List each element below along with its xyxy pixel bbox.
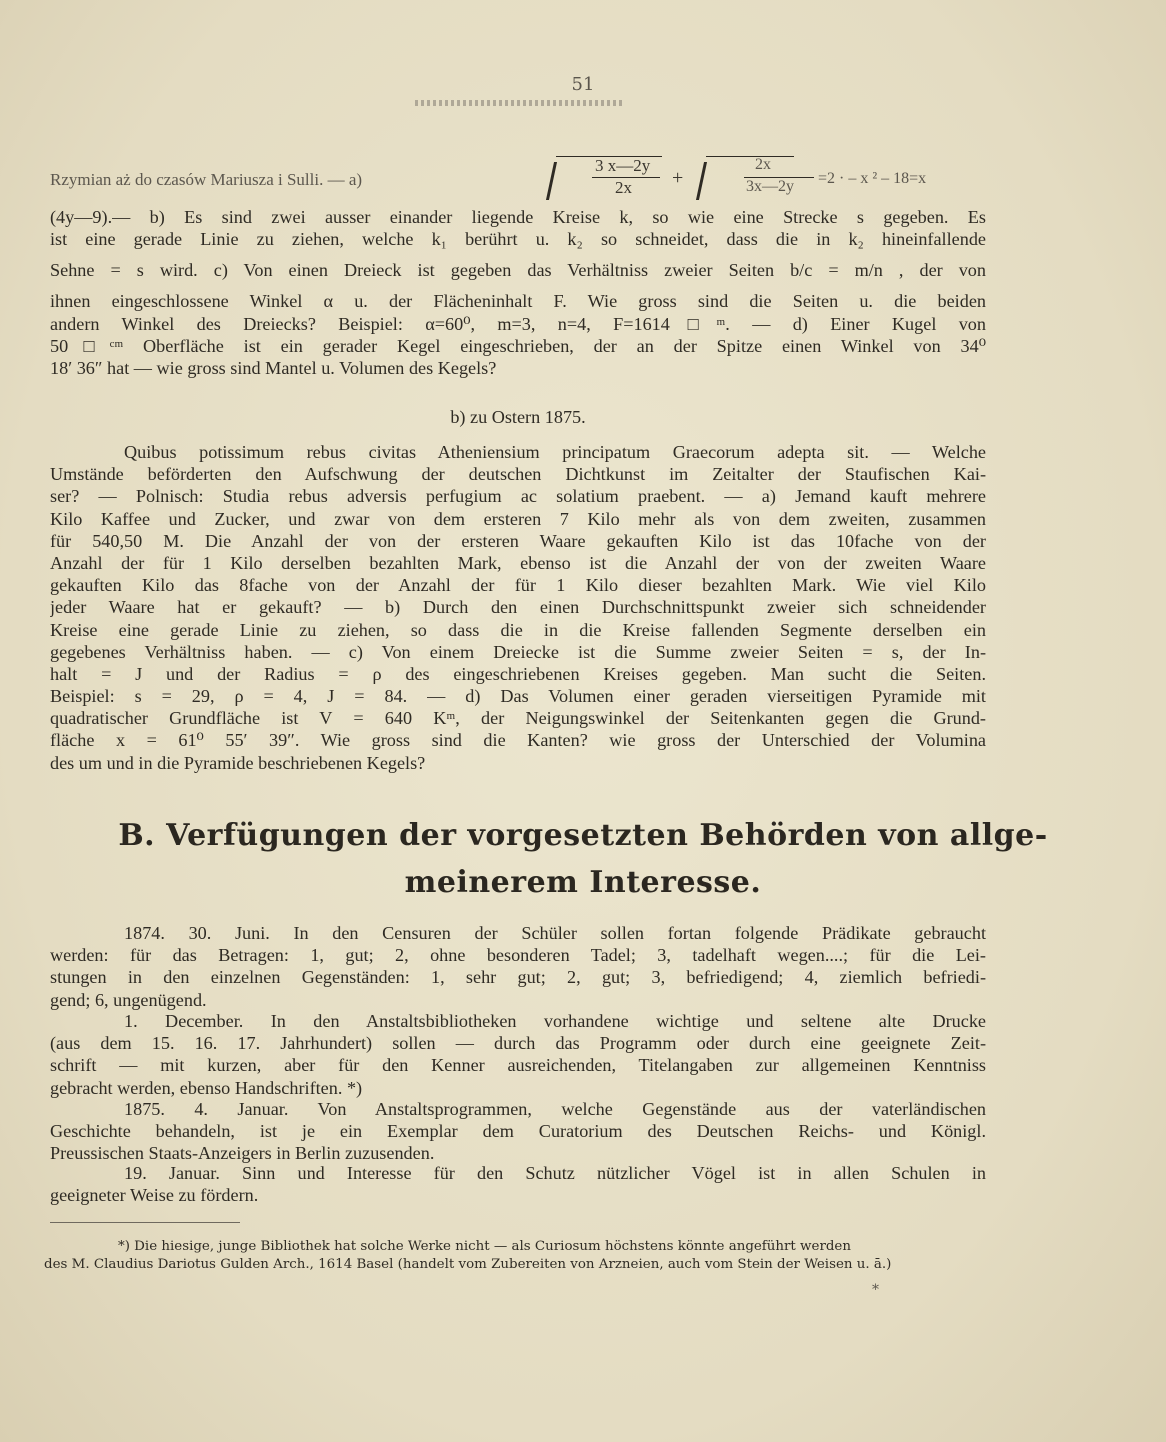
- text-line: ist eine gerade Linie zu ziehen, welche k₁ berührt u. k₂ so schneidet, dass die in k₂ hineinfallende: [50, 229, 986, 250]
- fraction1-denominator: 2x: [615, 178, 632, 197]
- text-line: gebracht werden, ebenso Handschriften. *): [50, 1077, 363, 1098]
- text-line: schrift — mit kurzen, aber für den Kenner ausreichenden, Titelangaben zur allgemeinen Kenntniss: [50, 1055, 986, 1076]
- text-line: Kilo Kaffee und Zucker, und zwar von dem ersteren 7 Kilo mehr als von dem zweiten, zusammen: [50, 508, 986, 529]
- text-line: Umstände beförderten den Aufschwung der deutschen Dichtkunst im Zeitalter der Staufischen Kai-: [50, 464, 986, 485]
- text-line: 18′ 36″ hat — wie gross sind Mantel u. Volumen des Kegels?: [50, 357, 497, 378]
- text-line: Sehne = s wird. c) Von einen Dreieck ist gegeben das Verhältniss zweier Seiten b/c = m/n , der von: [50, 260, 986, 281]
- footnote-line: des M. Claudius Dariotus Gulden Arch., 1614 Basel (handelt vom Zubereiten von Arzneien, auch vom Stein der Weisen u. ā.): [44, 1257, 892, 1272]
- fraction2-denominator: 3x—2y: [746, 178, 794, 195]
- plus-sign: +: [672, 167, 684, 189]
- text-line: Quibus potissimum rebus civitas Atheniensium principatum Graecorum adepta sit. — Welche: [124, 442, 986, 462]
- text-line: fläche x = 61⁰ 55′ 39″. Wie gross sind die Kanten? wie gross der Unterschied der Volumina: [50, 730, 986, 751]
- text-line: 1874. 30. Juni. In den Censuren der Schüler sollen fortan folgende Prädikate gebraucht: [124, 923, 986, 943]
- text-line: 19. Januar. Sinn und Interesse für den Schutz nützlicher Vögel ist in allen Schulen in: [124, 1163, 986, 1183]
- text-line: gekauften Kilo das 8fache von der Anzahl der für 1 Kilo dieser bezahlten Mark. Wie viel Kilo: [50, 575, 986, 596]
- text-line: ihnen eingeschlossene Winkel α u. der Flächeninhalt F. Wie gross sind die Seiten u. die beiden: [50, 291, 986, 312]
- text-line: (4y—9).— b) Es sind zwei ausser einander liegende Kreise k, so wie eine Strecke s gegeben. Es: [50, 207, 986, 227]
- footnote-rule: [50, 1222, 240, 1223]
- text-line: Anzahl der für 1 Kilo derselben bezahlten Mark, ebenso ist die Anzahl der von der zweiten Waare: [50, 552, 986, 573]
- footnote: [44, 1238, 984, 1274]
- text-line: 1875. 4. Januar. Von Anstaltsprogrammen, welche Gegenstände aus der vaterländischen: [124, 1099, 986, 1119]
- radical-sign-2: [696, 162, 707, 200]
- math-suffix-text: =2 · – x ² – 18=x: [818, 170, 927, 187]
- decree-paragraph-1875-januar: [50, 1098, 986, 1165]
- text-line: gegebenes Verhältniss haben. — c) Von einem Dreiecke ist die Summe zweier Seiten = s, der In-: [50, 641, 986, 662]
- text-line: quadratischer Grundfläche ist V = 640 Kᵐ, der Neigungswinkel der Seitenkanten gegen die Grund-: [50, 708, 986, 729]
- math-prefix-text: Rzymian aż do czasów Mariusza i Sulli. — a): [50, 170, 363, 189]
- fraction2-numerator: 2x: [755, 156, 771, 173]
- exam-paragraph-1: [50, 206, 986, 379]
- text-line: für 540,50 M. Die Anzahl der von der ersteren Waare gekauften Kilo ist das 10fache von der: [50, 530, 986, 551]
- text-line: Preussischen Staats-Anzeigers in Berlin zuzusenden.: [50, 1143, 435, 1164]
- fraction1-numerator: 3 x—2y: [595, 156, 651, 175]
- text-line: (aus dem 15. 16. 17. Jahrhundert) sollen — durch das Programm oder durch eine geeignete Zeit-: [50, 1033, 986, 1054]
- section-heading-line: B. Verfügungen der vorgesetzten Behörden von allge-: [118, 818, 1048, 853]
- text-line: Kreise eine gerade Linie zu ziehen, so dass die in die Kreise fallenden Segmente derselben ein: [50, 619, 986, 640]
- text-line: ser? — Polnisch: Studia rebus adversis perfugium ac solatium praebent. — a) Jemand kauft mehrere: [50, 486, 986, 507]
- decree-paragraph-1874-juni: [50, 922, 986, 1011]
- math-equation-line: [50, 150, 986, 202]
- text-line: geeigneter Weise zu fördern.: [50, 1185, 259, 1206]
- text-line: gend; 6, ungenügend.: [50, 989, 207, 1010]
- text-line: stungen in den einzelnen Gegenständen: 1, sehr gut; 2, gut; 3, befriedigend; 4, ziemlich befriedi-: [50, 967, 986, 988]
- signature-mark: *: [872, 1282, 879, 1298]
- text-line: 50□ᶜᵐ Oberfläche ist ein gerader Kegel eingeschrieben, der an der Spitze einen Winkel von 34⁰: [50, 335, 986, 356]
- footnote-line: *) Die hiesige, junge Bibliothek hat solche Werke nicht — als Curiosum höchstens könnte angeführt werden: [118, 1239, 851, 1254]
- page-number: 51: [571, 74, 595, 95]
- section-heading: [0, 812, 1166, 906]
- exam-paragraph-2: [50, 441, 986, 774]
- section-heading-line: meinerem Interesse.: [404, 865, 762, 900]
- radical-overbar-2: [706, 156, 794, 157]
- decree-paragraph-1874-december: [50, 1010, 986, 1099]
- text-line: halt = J und der Radius = ρ des eingeschriebenen Kreises gegeben. Man sucht die Seiten.: [50, 663, 986, 684]
- text-line: 1. December. In den Anstaltsbibliotheken vorhandene wichtige und seltene alte Drucke: [124, 1011, 986, 1031]
- text-line: des um und in die Pyramide beschriebenen Kegels?: [50, 752, 426, 773]
- text-line: jeder Waare hat er gekauft? — b) Durch den einen Durchschnittspunkt zweier sich schneidender: [50, 597, 986, 618]
- decorative-wavy-rule: [415, 100, 625, 106]
- subheading-ostern: b) zu Ostern 1875.: [450, 407, 586, 427]
- radical-sign: [546, 162, 557, 200]
- text-line: werden: für das Betragen: 1, gut; 2, ohne besonderen Tadel; 3, tadelhaft wegen....; für die Lei-: [50, 945, 986, 966]
- text-line: andern Winkel des Dreiecks? Beispiel: α=60⁰, m=3, n=4, F=1614□ᵐ. — d) Einer Kugel von: [50, 313, 986, 334]
- text-line: Beispiel: s = 29, ρ = 4, J = 84. — d) Das Volumen einer geraden vierseitigen Pyramide mit: [50, 686, 986, 707]
- decree-paragraph-1875-19-januar: [50, 1162, 986, 1206]
- text-line: Geschichte behandeln, ist je ein Exemplar dem Curatorium des Deutschen Reichs- und Königl.: [50, 1121, 986, 1142]
